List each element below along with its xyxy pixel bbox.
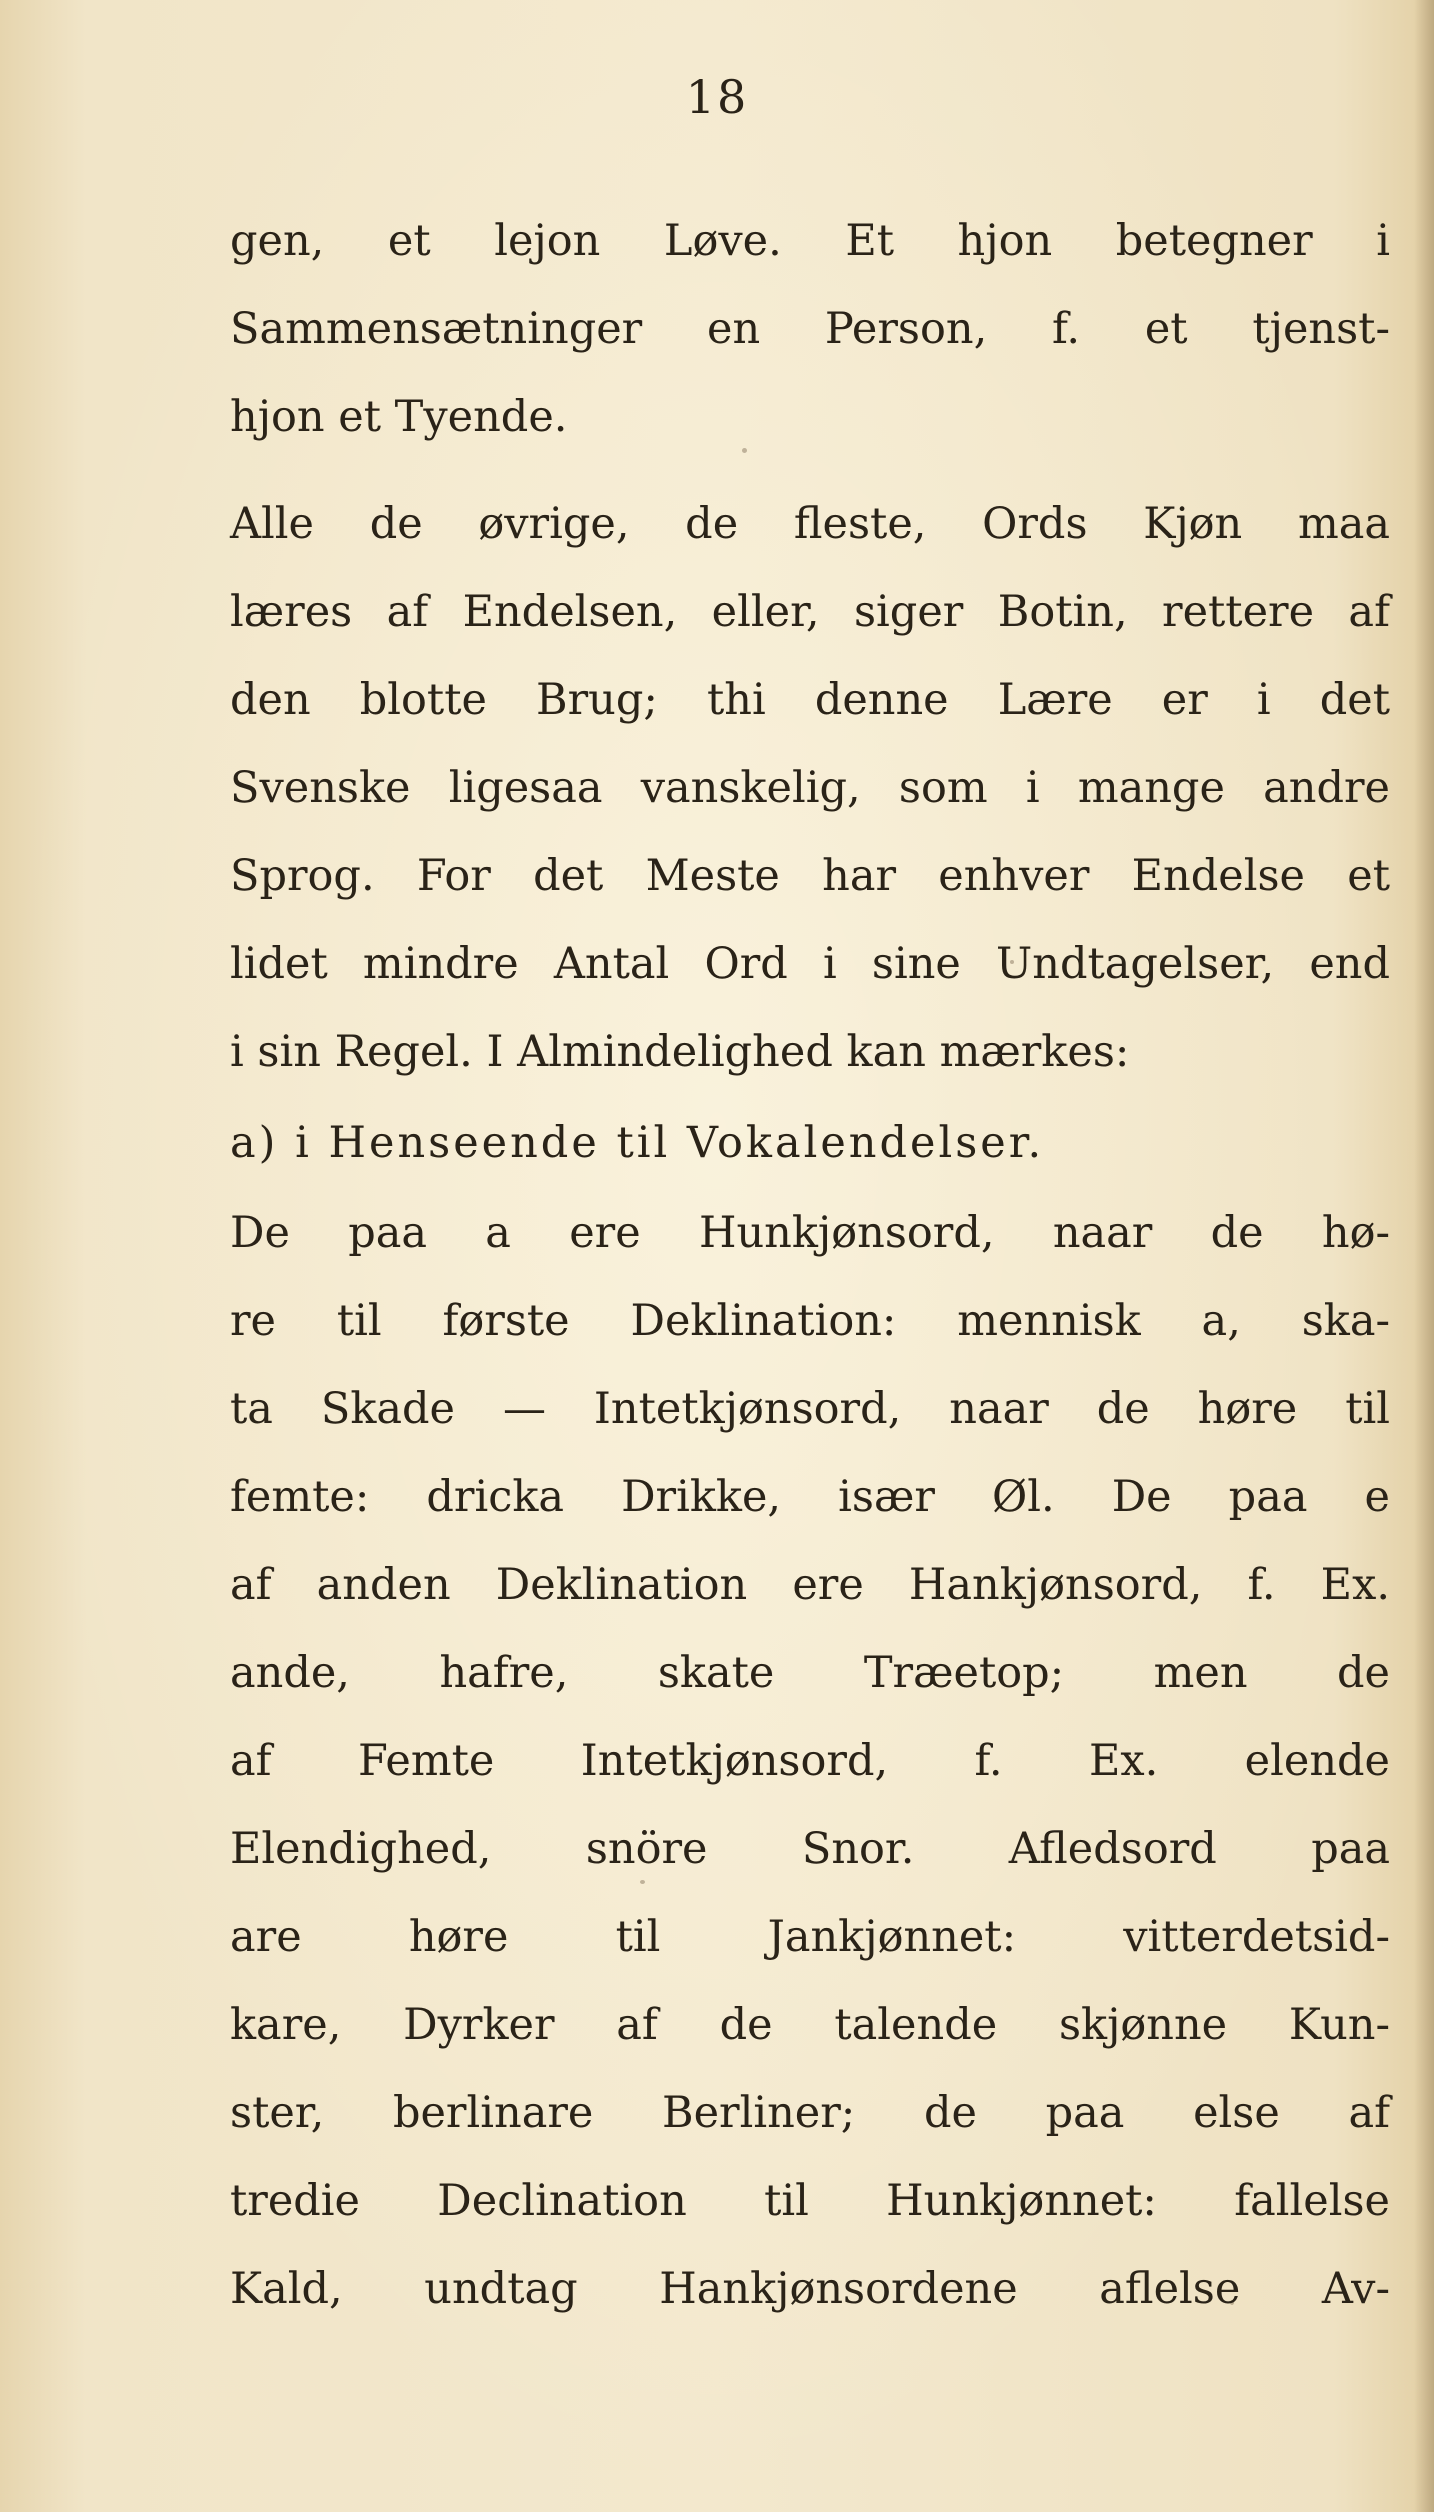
text-line: ande, hafre, skate Træetop; men de bbox=[230, 1648, 1390, 1698]
text-line: hjon et Tyende. bbox=[230, 392, 568, 442]
text-line: are høre til Jankjønnet: vitterdetsid- bbox=[230, 1912, 1390, 1962]
text-line: re til første Deklination: mennisk a, ska- bbox=[230, 1296, 1390, 1346]
paragraph-vowel-endings bbox=[230, 1189, 1390, 2333]
text-line: De paa a ere Hunkjønsord, naar de hø- bbox=[230, 1208, 1390, 1258]
text-line: Svenske ligesaa vanskelig, som i mange andre bbox=[230, 763, 1390, 813]
text-line: ta Skade — Intetkjønsord, naar de høre til bbox=[230, 1384, 1390, 1434]
text-line: lidet mindre Antal Ord i sine Undtagelser, end bbox=[230, 939, 1390, 989]
text-line: Elendighed, snöre Snor. Afledsord paa bbox=[230, 1824, 1390, 1874]
text-line: gen, et lejon Løve. Et hjon betegner i bbox=[230, 216, 1390, 266]
text-line: af Femte Intetkjønsord, f. Ex. elende bbox=[230, 1736, 1390, 1786]
section-heading bbox=[230, 1099, 1390, 1187]
text-line: femte: dricka Drikke, især Øl. De paa e bbox=[230, 1472, 1390, 1522]
page-number: 18 bbox=[685, 70, 749, 124]
text-line: den blotte Brug; thi denne Lære er i det bbox=[230, 675, 1390, 725]
text-line: Sprog. For det Meste har enhver Endelse et bbox=[230, 851, 1390, 901]
text-line: Kald, undtag Hankjønsordene aflelse Av- bbox=[230, 2264, 1390, 2314]
text-line: kare, Dyrker af de talende skjønne Kun- bbox=[230, 2000, 1390, 2050]
text-line: af anden Deklination ere Hankjønsord, f. Ex. bbox=[230, 1560, 1390, 1610]
paragraph-continuation bbox=[230, 197, 1390, 461]
text-line: Alle de øvrige, de fleste, Ords Kjøn maa bbox=[230, 499, 1390, 549]
text-line: Sammensætninger en Person, f. et tjenst- bbox=[230, 304, 1390, 354]
text-line: tredie Declination til Hunkjønnet: fallelse bbox=[230, 2176, 1390, 2226]
heading-line: a) i Henseende til Vokalendelser. bbox=[230, 1118, 1045, 1168]
page-edge-shadow bbox=[1414, 0, 1434, 2512]
paragraph-gender-rules bbox=[230, 480, 1390, 1096]
text-line: ster, berlinare Berliner; de paa else af bbox=[230, 2088, 1390, 2138]
text-line: læres af Endelsen, eller, siger Botin, rettere af bbox=[230, 587, 1390, 637]
text-line: i sin Regel. I Almindelighed kan mærkes: bbox=[230, 1027, 1130, 1077]
